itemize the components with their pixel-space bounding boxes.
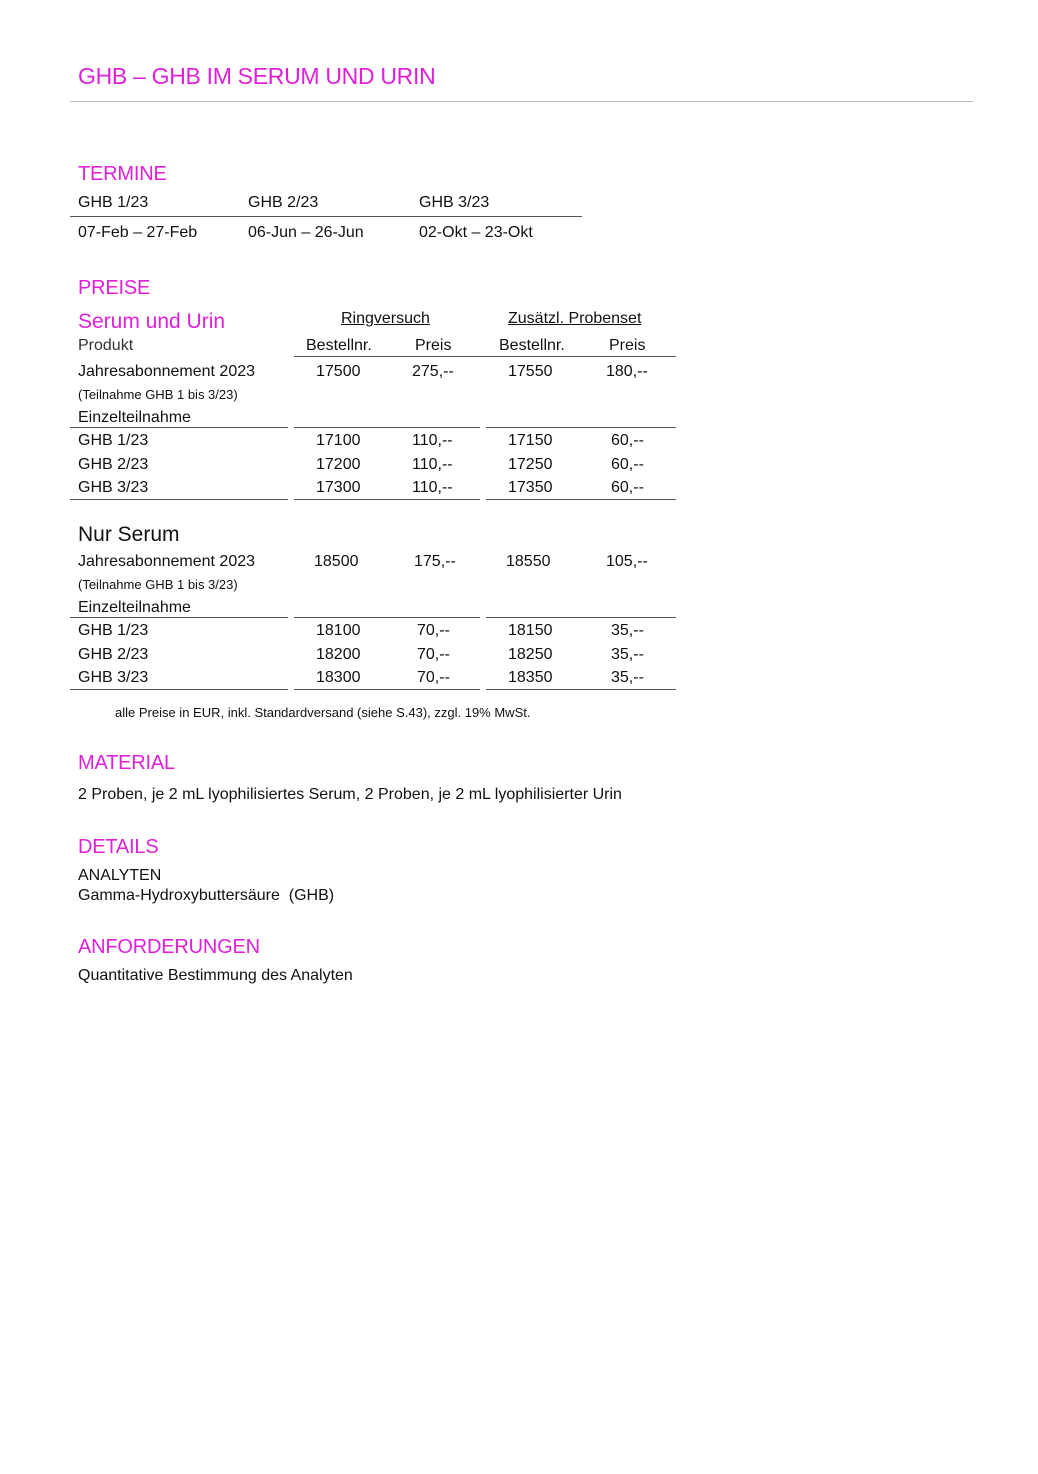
material-text: 2 Proben, je 2 mL lyophilisiertes Serum, 2 Proben, je 2 mL lyophilisierter Urin [78, 786, 622, 803]
termine-divider [70, 216, 582, 217]
col-preis-2: Preis [609, 337, 646, 354]
group-ringversuch: Ringversuch [341, 310, 430, 327]
einzel-divider-right-2 [486, 617, 676, 618]
row-p2-1-2: 60,-- [611, 456, 644, 473]
row-p1-1-1: 110,-- [412, 432, 453, 449]
row-nr2-1-2: 17250 [508, 456, 553, 473]
row-p2-2-3: 35,-- [611, 669, 644, 686]
row-nr2-2-3: 18350 [508, 669, 553, 686]
row-p2-1-1: 60,-- [611, 432, 644, 449]
abo-note-1: (Teilnahme GHB 1 bis 3/23) [78, 387, 238, 402]
section-end-left-2 [70, 689, 288, 690]
price-footnote: alle Preise in EUR, inkl. Standardversand (siehe S.43), zzgl. 19% MwSt. [115, 705, 531, 720]
anforderungen-heading: ANFORDERUNGEN [78, 936, 260, 958]
row-nr1-1-1: 17100 [316, 432, 361, 449]
page-title: GHB – GHB IM SERUM UND URIN [78, 63, 436, 89]
einzel-label-1: Einzelteilnahme [78, 409, 191, 426]
row-nr1-1-2: 17200 [316, 456, 361, 473]
section-end-right-1 [486, 499, 676, 500]
einzel-divider-mid-1 [294, 427, 480, 428]
preise-heading: PREISE [78, 277, 151, 299]
row-label-2-3: GHB 3/23 [78, 669, 149, 686]
termine-period-3: 02-Okt – 23-Okt [419, 224, 533, 241]
anforderungen-text: Quantitative Bestimmung des Analyten [78, 967, 353, 984]
col-bestellnr-1: Bestellnr. [306, 337, 372, 354]
einzel-divider-mid-2 [294, 617, 480, 618]
abo-p1-2: 175,-- [414, 553, 456, 570]
abo-p1-1: 275,-- [412, 363, 454, 380]
row-nr2-1-1: 17150 [508, 432, 553, 449]
row-p1-2-2: 70,-- [417, 646, 450, 663]
col-preis-1: Preis [415, 337, 452, 354]
row-nr2-2-1: 18150 [508, 622, 553, 639]
row-nr2-2-2: 18250 [508, 646, 553, 663]
row-p1-1-2: 110,-- [412, 456, 453, 473]
row-nr1-1-3: 17300 [316, 479, 361, 496]
title-divider [70, 101, 973, 102]
row-label-2-2: GHB 2/23 [78, 646, 149, 663]
termine-heading: TERMINE [78, 163, 167, 185]
abo-nr1-2: 18500 [314, 553, 359, 570]
termine-round-3: GHB 3/23 [419, 194, 490, 211]
termine-round-2: GHB 2/23 [248, 194, 319, 211]
row-p1-2-1: 70,-- [417, 622, 450, 639]
row-label-2-1: GHB 1/23 [78, 622, 149, 639]
row-label-1-1: GHB 1/23 [78, 432, 149, 449]
analyten-label: ANALYTEN [78, 867, 162, 884]
col-produkt: Produkt [78, 337, 134, 354]
einzel-divider-left-1 [70, 427, 288, 428]
abo-label-1: Jahresabonnement 2023 [78, 363, 256, 380]
abo-nr2-2: 18550 [506, 553, 551, 570]
row-p1-1-3: 110,-- [412, 479, 453, 496]
details-heading: DETAILS [78, 836, 159, 858]
group-probenset: Zusätzl. Probenset [508, 310, 642, 327]
row-nr1-2-2: 18200 [316, 646, 361, 663]
section-end-mid-2 [294, 689, 480, 690]
abo-nr2-1: 17550 [508, 363, 553, 380]
einzel-divider-left-2 [70, 617, 288, 618]
section-nur-serum-title: Nur Serum [78, 523, 180, 546]
row-p2-1-3: 60,-- [611, 479, 644, 496]
row-label-1-2: GHB 2/23 [78, 456, 149, 473]
abo-p2-2: 105,-- [606, 553, 648, 570]
row-nr1-2-1: 18100 [316, 622, 361, 639]
row-p2-2-1: 35,-- [611, 622, 644, 639]
row-p2-2-2: 35,-- [611, 646, 644, 663]
col-bestellnr-2: Bestellnr. [499, 337, 565, 354]
row-label-1-3: GHB 3/23 [78, 479, 149, 496]
analyten-text: Gamma-Hydroxybuttersäure (GHB) [78, 887, 335, 904]
section-end-mid-1 [294, 499, 480, 500]
termine-period-1: 07-Feb – 27-Feb [78, 224, 198, 241]
abo-label-2: Jahresabonnement 2023 [78, 553, 256, 570]
row-nr1-2-3: 18300 [316, 669, 361, 686]
header-divider [294, 356, 676, 357]
section-end-left-1 [70, 499, 288, 500]
einzel-divider-right-1 [486, 427, 676, 428]
section-end-right-2 [486, 689, 676, 690]
abo-note-2: (Teilnahme GHB 1 bis 3/23) [78, 577, 238, 592]
row-nr2-1-3: 17350 [508, 479, 553, 496]
abo-nr1-1: 17500 [316, 363, 361, 380]
section-serum-urin-title: Serum und Urin [78, 310, 226, 333]
abo-p2-1: 180,-- [606, 363, 648, 380]
material-heading: MATERIAL [78, 752, 175, 774]
row-p1-2-3: 70,-- [417, 669, 450, 686]
termine-period-2: 06-Jun – 26-Jun [248, 224, 364, 241]
einzel-label-2: Einzelteilnahme [78, 599, 191, 616]
termine-round-1: GHB 1/23 [78, 194, 149, 211]
